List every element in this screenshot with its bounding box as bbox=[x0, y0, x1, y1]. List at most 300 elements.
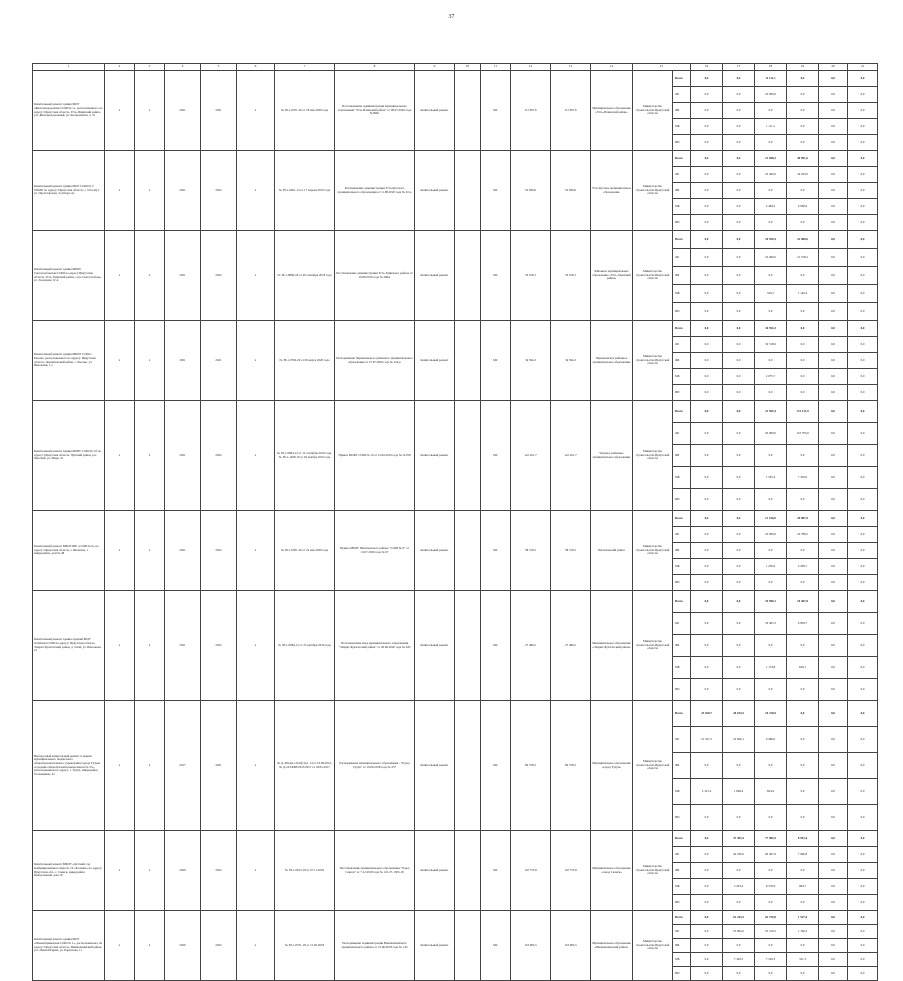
funding-value: 0,0 bbox=[819, 167, 848, 183]
column-number-cell: 4 bbox=[165, 64, 201, 71]
cell-c9: Капитальный ремонт bbox=[415, 911, 455, 981]
cell-c13: 52 839,6 bbox=[551, 151, 591, 231]
cell-c7: № 38-1-0401-13 от 17 апреля 2019 года bbox=[275, 151, 335, 231]
funding-source: Всего bbox=[673, 511, 691, 527]
funding-value: 0,0 bbox=[723, 321, 755, 337]
funding-value: 69 407,9 bbox=[755, 847, 787, 863]
funding-value: 1 505,4 bbox=[755, 467, 787, 489]
column-number-cell: 9 bbox=[415, 64, 455, 71]
funding-value: 0,0 bbox=[819, 543, 848, 559]
funding-source: ОБ bbox=[673, 167, 691, 183]
funding-value: 6 968,6 bbox=[787, 199, 819, 215]
funding-value: 0,0 bbox=[848, 779, 878, 805]
cell-c10 bbox=[455, 831, 481, 911]
funding-value: 0,0 bbox=[723, 71, 755, 87]
funding-value: 55 210,5 bbox=[755, 925, 787, 939]
cell-c5: 2022 bbox=[201, 911, 237, 981]
cell-c13: 34 594,3 bbox=[551, 321, 591, 401]
funding-value: 0,0 bbox=[787, 779, 819, 805]
funding-value: 0,0 bbox=[691, 215, 723, 231]
cell-c12: 123 982,5 bbox=[511, 911, 551, 981]
funding-source: МБ bbox=[673, 285, 691, 303]
funding-source: Всего bbox=[673, 231, 691, 249]
cell-c5: 2022 bbox=[201, 231, 237, 321]
funding-source: ИИ bbox=[673, 679, 691, 701]
cell-c10 bbox=[455, 591, 481, 701]
funding-value: 0,0 bbox=[691, 831, 723, 847]
cell-c13: 33 018,1 bbox=[551, 231, 591, 321]
funding-value: 0,0 bbox=[691, 543, 723, 559]
funding-value: 0,0 bbox=[819, 249, 848, 267]
funding-value: 0,0 bbox=[691, 337, 723, 353]
funding-value: 0,0 bbox=[819, 753, 848, 779]
funding-value: 0,0 bbox=[848, 679, 878, 701]
cell-c13: 111 087,6 bbox=[551, 71, 591, 151]
funding-value: 0,0 bbox=[787, 939, 819, 953]
cell-c8: Распоряжение администрации Усть-Кутского муниципального образования от 11.08.2020 года № 92-р bbox=[335, 151, 415, 231]
funding-value: 628,1 bbox=[787, 657, 819, 679]
column-number-cell: 18 bbox=[755, 64, 787, 71]
cell-c14: Чунское районное муниципальное образование bbox=[591, 401, 633, 511]
funding-value: 0,0 bbox=[691, 467, 723, 489]
funding-value: 0,0 bbox=[691, 249, 723, 267]
funding-value: 0,0 bbox=[691, 231, 723, 249]
cell-c9: Капитальный ремонт bbox=[415, 231, 455, 321]
funding-value: 0,0 bbox=[723, 369, 755, 385]
funding-value: 0,0 bbox=[848, 119, 878, 135]
cell-c8: Постановление муниципального образования "Город Саянск" от 7.12.2018 года № 110-37-1305-18 bbox=[335, 831, 415, 911]
cell-c2: x bbox=[105, 511, 135, 591]
cell-c2: x bbox=[105, 231, 135, 321]
funding-value: 7 529,3 bbox=[755, 953, 787, 967]
funding-value: 7 966,8 bbox=[787, 847, 819, 863]
funding-value: 0,0 bbox=[691, 103, 723, 119]
cell-c11: МС bbox=[481, 701, 511, 831]
funding-value: 0,0 bbox=[723, 231, 755, 249]
funding-value: 0,0 bbox=[819, 779, 848, 805]
cell-c10 bbox=[455, 231, 481, 321]
funding-value: 0,0 bbox=[819, 489, 848, 511]
funding-source: МБ bbox=[673, 119, 691, 135]
object-description: Капитальный ремонт здания МКОУ СОШ с. Рысево, расположенного по адресу: Иркутская область, Черемховский район, с. Рысево, ул. Школьная, 1 а bbox=[33, 321, 105, 401]
cell-c15: Министерство строительства Иркутской области bbox=[633, 231, 673, 321]
funding-value: 0,0 bbox=[691, 385, 723, 401]
cell-c5: 2022 bbox=[201, 401, 237, 511]
funding-value: 62 739,8 bbox=[755, 911, 787, 925]
cell-c12: 33 018,1 bbox=[511, 231, 551, 321]
cell-c7: № 38-1-0913-18 от 07.11.2018 bbox=[275, 831, 335, 911]
funding-value: 9 839,7 bbox=[787, 613, 819, 635]
funding-source: ОБ bbox=[673, 527, 691, 543]
funding-value: 0,0 bbox=[819, 831, 848, 847]
cell-c11: МС bbox=[481, 831, 511, 911]
funding-value: 0,0 bbox=[848, 701, 878, 727]
cell-c14: Черемховское районное муниципальное образование bbox=[591, 321, 633, 401]
funding-value: 4 299,7 bbox=[787, 559, 819, 575]
funding-value: 53 894,2 bbox=[723, 925, 755, 939]
funding-source: ФБ bbox=[673, 863, 691, 879]
funding-value: 0,0 bbox=[755, 385, 787, 401]
cell-c9: Капитальный ремонт bbox=[415, 71, 455, 151]
funding-value: 0,0 bbox=[691, 511, 723, 527]
cell-c9: Капитальный ремонт bbox=[415, 151, 455, 231]
funding-value: 0,0 bbox=[848, 445, 878, 467]
funding-source: ИИ bbox=[673, 575, 691, 591]
funding-value: 0,0 bbox=[787, 215, 819, 231]
funding-value: 0,0 bbox=[848, 285, 878, 303]
table-row bbox=[33, 401, 878, 423]
cell-c11: МС bbox=[481, 231, 511, 321]
funding-value: 0,0 bbox=[755, 135, 787, 151]
funding-source: Всего bbox=[673, 911, 691, 925]
table-row bbox=[33, 831, 878, 847]
funding-value: 40 991,6 bbox=[787, 151, 819, 167]
funding-value: 0,0 bbox=[787, 353, 819, 369]
funding-value: 0,0 bbox=[723, 657, 755, 679]
funding-value: 2 448,2 bbox=[755, 199, 787, 215]
funding-value: 0,0 bbox=[723, 543, 755, 559]
cell-c14: Муниципальное образование «Нижнеилимский район» bbox=[591, 911, 633, 981]
funding-value: 23 628,7 bbox=[691, 701, 723, 727]
funding-value: 0,0 bbox=[787, 369, 819, 385]
funding-value: 331,3 bbox=[787, 953, 819, 967]
funding-value: 0,0 bbox=[787, 679, 819, 701]
funding-value: 47 383,4 bbox=[723, 831, 755, 847]
funding-value: 0,0 bbox=[691, 527, 723, 543]
funding-source: ОБ bbox=[673, 87, 691, 103]
funding-value: 0,0 bbox=[755, 303, 787, 321]
funding-value: 131 113,9 bbox=[787, 401, 819, 423]
cell-c6: x bbox=[237, 151, 275, 231]
funding-value: 0,0 bbox=[848, 727, 878, 753]
cell-c3: x bbox=[135, 701, 165, 831]
funding-source: ИИ bbox=[673, 303, 691, 321]
funding-value: 0,0 bbox=[723, 353, 755, 369]
funding-value: 0,0 bbox=[691, 863, 723, 879]
funding-value: 0,0 bbox=[755, 489, 787, 511]
funding-source: ОБ bbox=[673, 847, 691, 863]
funding-value: 1 140,4 bbox=[787, 285, 819, 303]
cell-c14: Муниципальное образование «город Саянск» bbox=[591, 831, 633, 911]
funding-value: 0,0 bbox=[848, 613, 878, 635]
funding-value: 12 848,2 bbox=[755, 151, 787, 167]
funding-value: 0,0 bbox=[848, 249, 878, 267]
funding-value: 0,0 bbox=[787, 489, 819, 511]
funding-value: 0,0 bbox=[691, 925, 723, 939]
funding-value: 0,0 bbox=[723, 285, 755, 303]
funding-value: 0,0 bbox=[723, 559, 755, 575]
funding-source: ОБ bbox=[673, 423, 691, 445]
column-number-cell: 15 bbox=[633, 64, 691, 71]
funding-source: ОБ bbox=[673, 249, 691, 267]
cell-c4: 2021 bbox=[165, 321, 201, 401]
funding-value: 21 018,2 bbox=[787, 249, 819, 267]
funding-value: 0,0 bbox=[755, 353, 787, 369]
funding-value: 0,0 bbox=[787, 71, 819, 87]
funding-value: 0,0 bbox=[848, 71, 878, 87]
funding-value: 0,0 bbox=[691, 285, 723, 303]
cell-c2: x bbox=[105, 321, 135, 401]
cell-c6: x bbox=[237, 701, 275, 831]
funding-value: 0,0 bbox=[691, 489, 723, 511]
funding-value: 0,0 bbox=[691, 591, 723, 613]
funding-value: 0,0 bbox=[848, 353, 878, 369]
table-row bbox=[33, 231, 878, 249]
cell-c10 bbox=[455, 511, 481, 591]
funding-value: 0,0 bbox=[691, 183, 723, 199]
cell-c2: x bbox=[105, 701, 135, 831]
funding-source: МБ bbox=[673, 779, 691, 805]
funding-value: 0,0 bbox=[848, 753, 878, 779]
funding-value: 0,0 bbox=[691, 87, 723, 103]
cell-c12: 110 753,8 bbox=[511, 831, 551, 911]
cell-c6: x bbox=[237, 71, 275, 151]
funding-value: 0,0 bbox=[691, 199, 723, 215]
funding-value: 984,7 bbox=[787, 879, 819, 895]
cell-c15: Министерство строительства Иркутской области bbox=[633, 701, 673, 831]
cell-c13: 27 489,2 bbox=[551, 591, 591, 701]
page-number: 37 bbox=[448, 14, 455, 20]
cell-c12: 27 489,2 bbox=[511, 591, 551, 701]
funding-value: 0,0 bbox=[848, 543, 878, 559]
cell-c3: x bbox=[135, 831, 165, 911]
funding-value: 61 243,5 bbox=[723, 911, 755, 925]
funding-value: 0,0 bbox=[848, 385, 878, 401]
funding-value: 0,0 bbox=[723, 467, 755, 489]
cell-c2: x bbox=[105, 401, 135, 511]
cell-c9: Капитальный ремонт bbox=[415, 831, 455, 911]
funding-value: 34 594,3 bbox=[755, 321, 787, 337]
funding-value: 0,0 bbox=[819, 911, 848, 925]
funding-value: 0,0 bbox=[691, 575, 723, 591]
cell-c7: № Д-439/дм-1/04/ф/141, 14 от 16.09.2014, № Д-163/КВЗ/2015/2017 от 18.05.2017 bbox=[275, 701, 335, 831]
column-number-cell: 19 bbox=[787, 64, 819, 71]
funding-source: МБ bbox=[673, 369, 691, 385]
funding-source: Всего bbox=[673, 591, 691, 613]
cell-c5: 2022 bbox=[201, 591, 237, 701]
funding-value: 11 236,0 bbox=[755, 511, 787, 527]
funding-value: 0,0 bbox=[848, 953, 878, 967]
funding-value: 0,0 bbox=[848, 87, 878, 103]
column-number-cell: 21 bbox=[848, 64, 878, 71]
funding-value: 0,0 bbox=[848, 575, 878, 591]
funding-value: 5 203,4 bbox=[723, 879, 755, 895]
cell-c12: 111 087,6 bbox=[511, 71, 551, 151]
cell-c13: 69 578,5 bbox=[551, 701, 591, 831]
funding-value: 0,0 bbox=[848, 215, 878, 231]
funding-value: 0,0 bbox=[691, 369, 723, 385]
funding-value: 22 080,6 bbox=[787, 231, 819, 249]
funding-value: 0,0 bbox=[848, 467, 878, 489]
funding-value: 10 318,9 bbox=[755, 701, 787, 727]
funding-value: 0,0 bbox=[819, 591, 848, 613]
cell-c6: x bbox=[237, 591, 275, 701]
funding-value: 0,0 bbox=[723, 575, 755, 591]
funding-value: 0,0 bbox=[819, 467, 848, 489]
funding-source: МБ bbox=[673, 199, 691, 215]
funding-value: 0,0 bbox=[819, 303, 848, 321]
funding-value: 2 075,7 bbox=[755, 369, 787, 385]
funding-value: 0,0 bbox=[755, 753, 787, 779]
cell-c15: Министерство строительства Иркутской области bbox=[633, 321, 673, 401]
funding-value: 0,0 bbox=[723, 895, 755, 911]
funding-value: 1 236,0 bbox=[755, 559, 787, 575]
column-number-cell: 13 bbox=[551, 64, 591, 71]
cell-c12: 69 578,5 bbox=[511, 701, 551, 831]
funding-value: 0,0 bbox=[723, 151, 755, 167]
cell-c15: Министерство строительства Иркутской области bbox=[633, 591, 673, 701]
funding-value: 21 505,4 bbox=[755, 401, 787, 423]
cell-c15: Министерство строительства Иркутской области bbox=[633, 401, 673, 511]
funding-source: Всего bbox=[673, 401, 691, 423]
funding-value: 0,0 bbox=[755, 895, 787, 911]
cell-c3: x bbox=[135, 151, 165, 231]
funding-value: 0,0 bbox=[848, 199, 878, 215]
cell-c6: x bbox=[237, 231, 275, 321]
cell-c3: x bbox=[135, 321, 165, 401]
funding-value: 0,0 bbox=[755, 967, 787, 981]
funding-value: 0,0 bbox=[787, 543, 819, 559]
funding-source: ИИ bbox=[673, 895, 691, 911]
funding-value: 0,0 bbox=[787, 727, 819, 753]
funding-value: 8 951,6 bbox=[787, 831, 819, 847]
funding-value: 0,0 bbox=[819, 199, 848, 215]
funding-source: ФБ bbox=[673, 267, 691, 285]
funding-value: 0,0 bbox=[755, 635, 787, 657]
cell-c8: Постановление администрации Усть-Удинского района от 16.08.2019 года № 269А bbox=[335, 231, 415, 321]
funding-value: 0,0 bbox=[691, 679, 723, 701]
funding-value: 0,0 bbox=[723, 87, 755, 103]
cell-c3: x bbox=[135, 71, 165, 151]
cell-c12: 38 519,5 bbox=[511, 511, 551, 591]
cell-c5: 2022 bbox=[201, 831, 237, 911]
cell-c9: Капитальный ремонт bbox=[415, 591, 455, 701]
funding-value: 0,0 bbox=[723, 337, 755, 353]
funding-value: 0,0 bbox=[848, 151, 878, 167]
column-number-cell: 6 bbox=[237, 64, 275, 71]
funding-source: МБ bbox=[673, 657, 691, 679]
funding-value: 0,0 bbox=[848, 423, 878, 445]
funding-value: 0,0 bbox=[848, 847, 878, 863]
cell-c6: x bbox=[237, 911, 275, 981]
cell-c14: Районное муниципальное образование «Усть-Удинский район» bbox=[591, 231, 633, 321]
funding-source: ОБ bbox=[673, 613, 691, 635]
object-description: Капитальный ремонт МБОУ «Детский сад комбинированного вида № 19 «Росинка» по адресу: Иркутская обл., г. Саянск, микрорайон Центральный, дом 19 bbox=[33, 831, 105, 911]
funding-value: 0,0 bbox=[787, 805, 819, 831]
funding-value: 123 783,9 bbox=[787, 423, 819, 445]
cell-c9: Капитальный ремонт bbox=[415, 321, 455, 401]
table-row bbox=[33, 911, 878, 925]
funding-source: Всего bbox=[673, 831, 691, 847]
funding-value: 0,0 bbox=[691, 613, 723, 635]
cell-c11: МС bbox=[481, 321, 511, 401]
cell-c3: x bbox=[135, 231, 165, 321]
funding-value: 0,0 bbox=[848, 591, 878, 613]
funding-value: 1 196,3 bbox=[787, 925, 819, 939]
cell-c9: Капитальный ремонт bbox=[415, 511, 455, 591]
funding-source: МБ bbox=[673, 559, 691, 575]
funding-value: 0,0 bbox=[755, 445, 787, 467]
cell-c8: Приказ МОБУ СОШ № 10 от 12.09.2019 года № О-258 bbox=[335, 401, 415, 511]
cell-c14: Муниципальное образование «Эхирит-Булагатский район» bbox=[591, 591, 633, 701]
cell-c4: 2021 bbox=[165, 401, 201, 511]
funding-value: 0,0 bbox=[787, 895, 819, 911]
funding-source: Всего bbox=[673, 321, 691, 337]
funding-value: 0,0 bbox=[819, 353, 848, 369]
column-number-cell: 2 bbox=[105, 64, 135, 71]
funding-value: 1 174,8 bbox=[755, 657, 787, 679]
funding-value: 0,0 bbox=[787, 103, 819, 119]
funding-value: 0,0 bbox=[723, 635, 755, 657]
funding-value: 0,0 bbox=[787, 119, 819, 135]
funding-value: 19 580,1 bbox=[755, 591, 787, 613]
funding-value: 0,0 bbox=[787, 445, 819, 467]
funding-value: 0,0 bbox=[848, 489, 878, 511]
funding-source: МБ bbox=[673, 467, 691, 489]
funding-value: 9 486,0 bbox=[755, 727, 787, 753]
column-number-cell: 8 bbox=[335, 64, 415, 71]
funding-value: 0,0 bbox=[819, 895, 848, 911]
funding-value: 0,0 bbox=[848, 635, 878, 657]
funding-value: 0,0 bbox=[819, 511, 848, 527]
funding-value: 10 400,0 bbox=[755, 249, 787, 267]
cell-c7: № 38-1-0531-18 от 15.05.2018 bbox=[275, 911, 335, 981]
funding-value: 0,0 bbox=[787, 267, 819, 285]
funding-value: 0,0 bbox=[691, 71, 723, 87]
funding-value: 29 087,9 bbox=[787, 511, 819, 527]
funding-value: 0,0 bbox=[819, 613, 848, 635]
cell-c11: МС bbox=[481, 591, 511, 701]
funding-value: 0,0 bbox=[848, 939, 878, 953]
funding-value: 0,0 bbox=[819, 321, 848, 337]
funding-value: 0,0 bbox=[691, 895, 723, 911]
funding-value: 0,0 bbox=[691, 401, 723, 423]
funding-source: ОБ bbox=[673, 925, 691, 939]
funding-value: 0,0 bbox=[819, 103, 848, 119]
cell-c11: МС bbox=[481, 511, 511, 591]
funding-value: 0,0 bbox=[848, 267, 878, 285]
column-number-cell: 14 bbox=[591, 64, 633, 71]
cell-c7: № 38-1-0591-20 от 22 мая 2020 года bbox=[275, 511, 335, 591]
funding-value: 0,0 bbox=[723, 511, 755, 527]
cell-c7: № 38-1-0864-13 от 12 сентября 2019 года, № 38-1-1208-19 от 29 ноября 2019 года bbox=[275, 401, 335, 511]
funding-value: 0,0 bbox=[691, 167, 723, 183]
funding-value: 0,0 bbox=[819, 385, 848, 401]
cell-c5: 2022 bbox=[201, 151, 237, 231]
funding-value: 0,0 bbox=[819, 679, 848, 701]
funding-value: 10 926,5 bbox=[755, 231, 787, 249]
object-description: Капитальный ремонт здания МОБУ СОШ № 10 по адресу: Иркутская область, Чунский район, р.п. Чунский, ул. Мира, 31 bbox=[33, 401, 105, 511]
cell-c13: 123 982,5 bbox=[551, 911, 591, 981]
cell-c7: № 38-1-0702-20 от 06 марта 2020 года bbox=[275, 321, 335, 401]
cell-c15: Министерство строительства Иркутской области bbox=[633, 831, 673, 911]
column-number-cell: 16 bbox=[691, 64, 723, 71]
funding-value: 0,0 bbox=[819, 87, 848, 103]
funding-value: 0,0 bbox=[819, 967, 848, 981]
cell-c4: 2020 bbox=[165, 911, 201, 981]
cell-c3: x bbox=[135, 911, 165, 981]
cell-c11: МС bbox=[481, 911, 511, 981]
funding-source: ИИ bbox=[673, 215, 691, 231]
funding-value: 0,0 bbox=[848, 321, 878, 337]
cell-c15: Министерство строительства Иркутской области bbox=[633, 511, 673, 591]
funding-value: 0,0 bbox=[723, 215, 755, 231]
funding-value: 0,0 bbox=[691, 967, 723, 981]
funding-value: 0,0 bbox=[848, 183, 878, 199]
funding-value: 0,0 bbox=[819, 727, 848, 753]
cell-c11: МС bbox=[481, 71, 511, 151]
funding-value: 0,0 bbox=[723, 135, 755, 151]
